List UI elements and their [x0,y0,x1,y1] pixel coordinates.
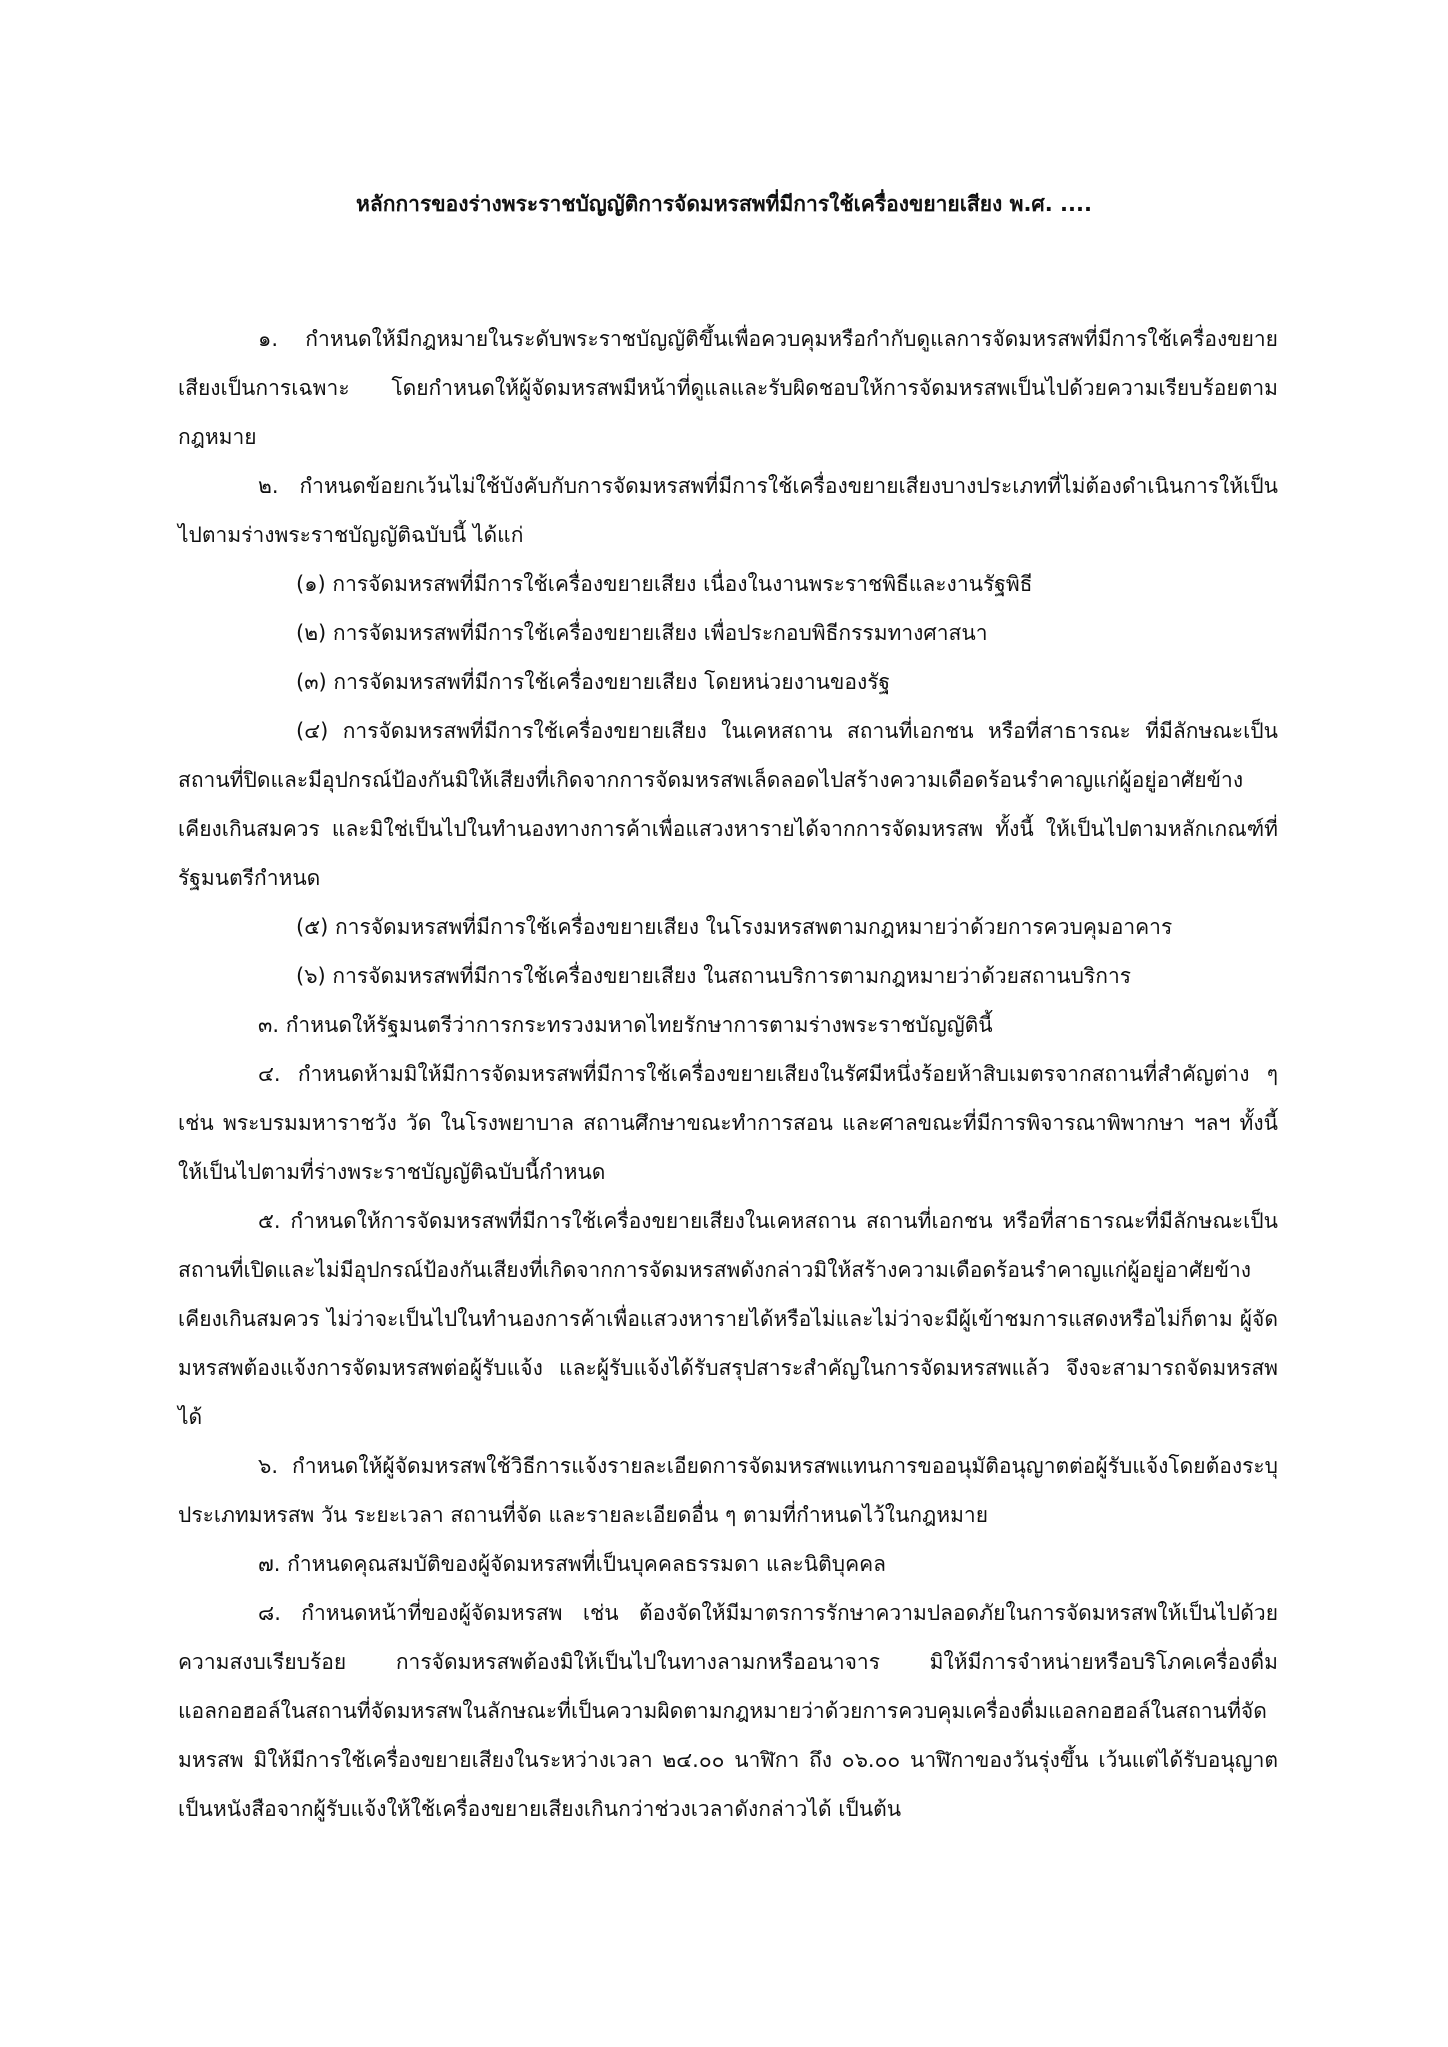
paragraph-1: ๑. กำหนดให้มีกฎหมายในระดับพระราชบัญญัติขึ้นเพื่อควบคุมหรือกำกับดูแลการจัดมหรสพที่มีการใช้เครื่องขยายเสียงเป็นการเฉพาะ โดยกำหนดให้ผู้จัดมหรสพมีหน้าที่ดูแลและรับผิดชอบให้การจัดมหรสพเป็นไปด้วยความเรียบร้อยตามกฎหมาย [178,327,1278,449]
paragraph-2: ๒. กำหนดข้อยกเว้นไม่ใช้บังคับกับการจัดมหรสพที่มีการใช้เครื่องขยายเสียงบางประเภทที่ไม่ต้องดำเนินการให้เป็นไปตามร่างพระราชบัญญัติฉบับนี้ ได้แก่ [178,474,1278,547]
paragraph-5: ๕. กำหนดให้การจัดมหรสพที่มีการใช้เครื่องขยายเสียงในเคหสถาน สถานที่เอกชน หรือที่สาธารณะที่มีลักษณะเป็นสถานที่เปิดและไม่มีอุปกรณ์ป้องกันเสียงที่เกิดจากการจัดมหรสพดังกล่าวมิให้สร้างความเดือดร้อนรำคาญแก่ผู้อยู่อาศัยข้างเคียงเกินสมควร ไม่ว่าจะเป็นไปในทำนองการค้าเพื่อแสวงหารายได้หรือไม่และไม่ว่าจะมีผู้เข้าชมการแสดงหรือไม่ก็ตาม ผู้จัดมหรสพต้องแจ้งการจัดมหรสพต่อผู้รับแจ้ง และผู้รับแจ้งได้รับสรุปสาระสำคัญในการจัดมหรสพแล้ว จึงจะสามารถจัดมหรสพได้ [178,1209,1278,1429]
paragraph-6: ๖. กำหนดให้ผู้จัดมหรสพใช้วิธีการแจ้งรายละเอียดการจัดมหรสพแทนการขออนุมัติอนุญาตต่อผู้รับแจ้งโดยต้องระบุประเภทมหรสพ วัน ระยะเวลา สถานที่จัด และรายละเอียดอื่น ๆ ตามที่กำหนดไว้ในกฎหมาย [178,1454,1278,1527]
paragraph-4: ๔. กำหนดห้ามมิให้มีการจัดมหรสพที่มีการใช้เครื่องขยายเสียงในรัศมีหนึ่งร้อยห้าสิบเมตรจากสถานที่สำคัญต่าง ๆ เช่น พระบรมมหาราชวัง วัด ในโรงพยาบาล สถานศึกษาขณะทำการสอน และศาลขณะที่มีการพิจารณาพิพากษา ฯลฯ ทั้งนี้ ให้เป็นไปตามที่ร่างพระราชบัญญัติฉบับนี้กำหนด [178,1062,1278,1184]
subitem-6: (๖) การจัดมหรสพที่มีการใช้เครื่องขยายเสียง ในสถานบริการตามกฎหมายว่าด้วยสถานบริการ [296,964,1132,988]
paragraph-8: ๘. กำหนดหน้าที่ของผู้จัดมหรสพ เช่น ต้องจัดให้มีมาตรการรักษาความปลอดภัยในการจัดมหรสพให้เป็นไปด้วยความสงบเรียบร้อย การจัดมหรสพต้องมิให้เป็นไปในทางลามกหรืออนาจาร มิให้มีการจำหน่ายหรือบริโภคเครื่องดื่มแอลกอฮอล์ในสถานที่จัดมหรสพในลักษณะที่เป็นความผิดตามกฎหมายว่าด้วยการควบคุมเครื่องดื่มแอลกอฮอล์ในสถานที่จัดมหรสพ มิให้มีการใช้เครื่องขยายเสียงในระหว่างเวลา ๒๔.๐๐ นาฬิกา ถึง ๐๖.๐๐ นาฬิกาของวันรุ่งขึ้น เว้นแต่ได้รับอนุญาตเป็นหนังสือจากผู้รับแจ้งให้ใช้เครื่องขยายเสียงเกินกว่าช่วงเวลาดังกล่าวได้ เป็นต้น [178,1601,1278,1821]
paragraph-7: ๗. กำหนดคุณสมบัติของผู้จัดมหรสพที่เป็นบุคคลธรรมดา และนิติบุคคล [258,1552,887,1576]
document-title: หลักการของร่างพระราชบัญญัติการจัดมหรสพที่มีการใช้เครื่องขยายเสียง พ.ศ. .... [356,192,1092,216]
subitem-2: (๒) การจัดมหรสพที่มีการใช้เครื่องขยายเสียง เพื่อประกอบพิธีกรรมทางศาสนา [296,621,988,645]
subitem-3: (๓) การจัดมหรสพที่มีการใช้เครื่องขยายเสียง โดยหน่วยงานของรัฐ [296,670,891,694]
paragraph-3: ๓. กำหนดให้รัฐมนตรีว่าการกระทรวงมหาดไทยรักษาการตามร่างพระราชบัญญัตินี้ [258,1013,993,1037]
subitem-4: (๔) การจัดมหรสพที่มีการใช้เครื่องขยายเสียง ในเคหสถาน สถานที่เอกชน หรือที่สาธารณะ ที่มีลักษณะเป็นสถานที่ปิดและมีอุปกรณ์ป้องกันมิให้เสียงที่เกิดจากการจัดมหรสพเล็ดลอดไปสร้างความเดือดร้อนรำคาญแก่ผู้อยู่อาศัยข้างเคียงเกินสมควร และมิใช่เป็นไปในทำนองทางการค้าเพื่อแสวงหารายได้จากการจัดมหรสพ ทั้งนี้ ให้เป็นไปตามหลักเกณฑ์ที่รัฐมนตรีกำหนด [178,719,1278,890]
document-body [178,315,1278,1834]
subitem-5: (๕) การจัดมหรสพที่มีการใช้เครื่องขยายเสียง ในโรงมหรสพตามกฎหมายว่าด้วยการควบคุมอาคาร [296,915,1173,939]
subitem-1: (๑) การจัดมหรสพที่มีการใช้เครื่องขยายเสียง เนื่องในงานพระราชพิธีและงานรัฐพิธี [296,572,1033,596]
